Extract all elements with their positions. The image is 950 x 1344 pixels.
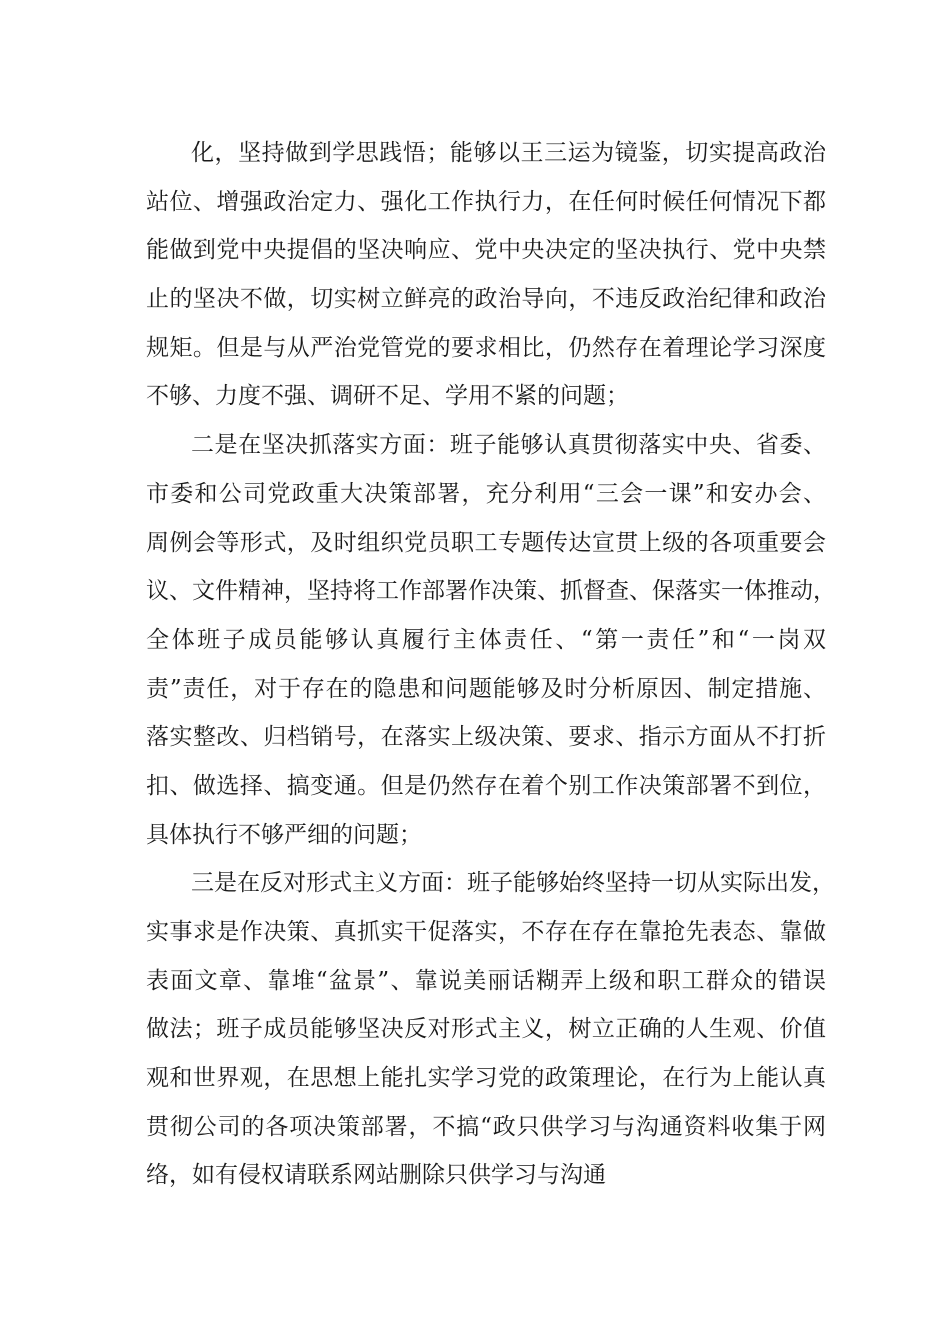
p1-line-4: 止的坚决不做，切实树立鲜亮的政治导向，不违反政治纪律和政治 [146,286,826,313]
p3-line-7: 络，如有侵权请联系网站删除只供学习与沟通 [146,1162,606,1189]
p2-line-5: 全体班子成员能够认真履行主体责任、“第一责任”和“一岗双 [146,626,826,653]
p1-line-3: 能做到党中央提倡的坚决响应、党中央决定的坚决执行、党中央禁 [146,237,826,264]
p2-line-9: 具体执行不够严细的问题； [146,821,422,848]
p1-line-2: 站位、增强政治定力、强化工作执行力，在任何时候任何情况下都 [146,188,826,215]
p2-line-2: 市委和公司党政重大决策部署，充分利用“三会一课”和安办会、 [146,480,826,507]
p1-line-5: 规矩。但是与从严治党管党的要求相比，仍然存在着理论学习深度 [146,334,826,361]
document-body [146,129,836,1200]
p2-line-4: 议、文件精神，坚持将工作部署作决策、抓督查、保落实一体推动， [146,578,836,605]
p3-line-2: 实事求是作决策、真抓实干促落实，不存在存在靠抢先表态、靠做 [146,919,826,945]
p2-line-3: 周例会等形式，及时组织党员职工专题传达宣贯上级的各项重要会 [146,529,826,556]
p3-line-6: 贯彻公司的各项决策部署，不搞“政只供学习与沟通资料收集于网 [146,1113,826,1140]
p2-line-1: 二是在坚决抓落实方面：班子能够认真贯彻落实中央、省委、 [191,432,826,459]
p3-line-1: 三是在反对形式主义方面：班子能够始终坚持一切从实际出发， [191,870,835,897]
p2-line-7: 落实整改、归档销号，在落实上级决策、要求、指示方面从不打折 [146,724,826,751]
p3-line-3: 表面文章、靠堆“盆景”、靠说美丽话糊弄上级和职工群众的错误 [146,967,826,994]
p3-line-5: 观和世界观，在思想上能扎实学习党的政策理论，在行为上能认真 [146,1065,826,1092]
p2-line-8: 扣、做选择、搞变通。但是仍然存在着个别工作决策部署不到位， [146,772,826,799]
p3-line-4: 做法；班子成员能够坚决反对形式主义，树立正确的人生观、价值 [146,1016,826,1043]
p2-line-6: 责”责任，对于存在的隐患和问题能够及时分析原因、制定措施、 [146,675,826,702]
p1-line-6: 不够、力度不强、调研不足、学用不紧的问题； [146,383,629,410]
p1-line-1: 化，坚持做到学思践悟；能够以王三运为镜鉴，切实提高政治 [191,140,826,166]
